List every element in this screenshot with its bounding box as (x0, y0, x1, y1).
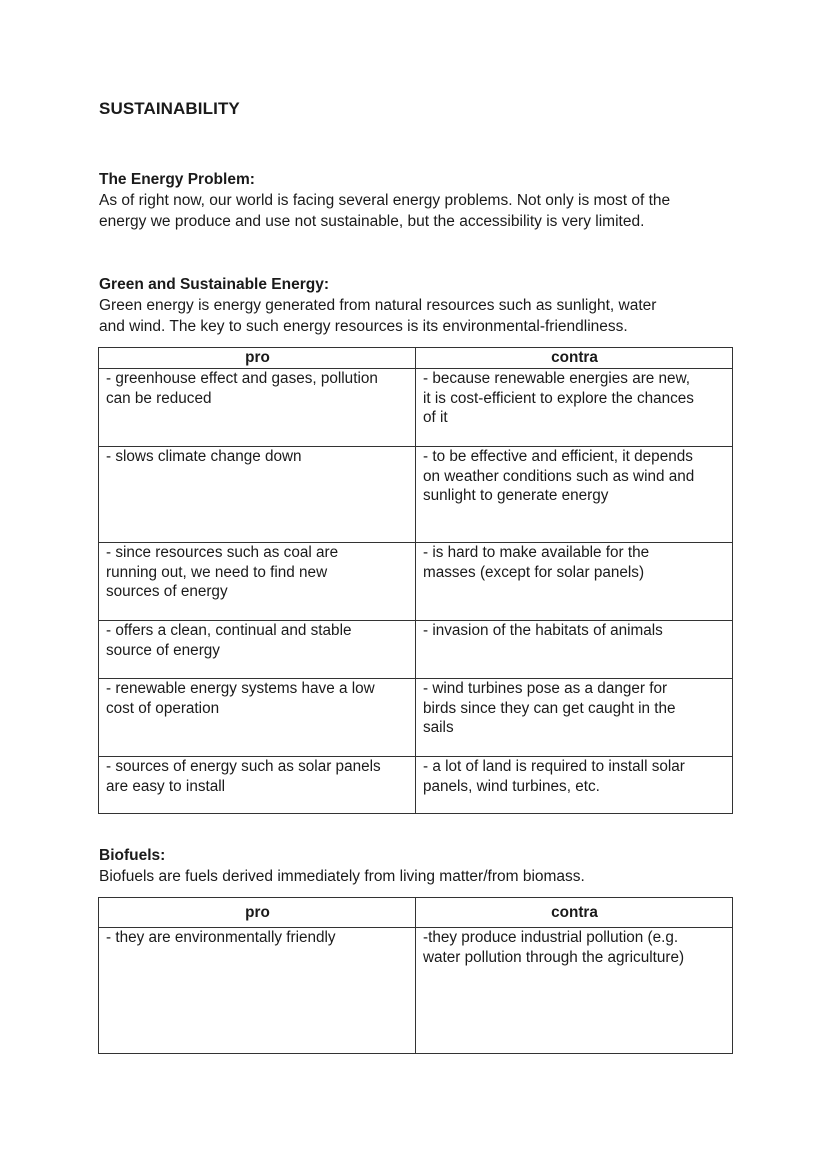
cell-line: - invasion of the habitats of animals (423, 622, 663, 639)
cell-line: - wind turbines pose as a danger for (423, 680, 668, 697)
cell-line: -they produce industrial pollution (e.g. (423, 929, 679, 946)
table-row (99, 543, 733, 621)
contra-cell (416, 369, 733, 447)
cell-line: can be reduced (106, 389, 212, 407)
cell-line: - renewable energy systems have a low (106, 680, 375, 697)
pro-cell (99, 447, 416, 543)
contra-cell (416, 928, 733, 1054)
paragraph-line: Green energy is energy generated from natural resources such as sunlight, water (99, 297, 657, 314)
cell-line: - a lot of land is required to install solar (423, 758, 685, 775)
cell-line: it is cost-efficient to explore the chances (423, 389, 694, 407)
cell-line: - to be effective and efficient, it depends (423, 448, 693, 465)
cell-line: running out, we need to find new (106, 563, 328, 581)
cell-line: - sources of energy such as solar panels (106, 758, 381, 775)
table-row (99, 369, 733, 447)
section-heading: Green and Sustainable Energy: (99, 276, 329, 293)
section-biofuels (99, 845, 739, 887)
pro-cell (99, 369, 416, 447)
document-title: SUSTAINABILITY (99, 99, 240, 118)
table-row (99, 679, 733, 757)
section-heading: The Energy Problem: (99, 171, 255, 188)
green-energy-table (98, 347, 733, 814)
cell-line: cost of operation (106, 699, 220, 717)
cell-line: water pollution through the agriculture) (423, 948, 685, 966)
cell-line: source of energy (106, 641, 220, 659)
contra-cell (416, 679, 733, 757)
section-energy-problem (99, 169, 739, 232)
table-header-row (99, 348, 733, 369)
cell-line: of it (423, 409, 448, 426)
paragraph-line: energy we produce and use not sustainable, but the accessibility is very limited. (99, 213, 645, 230)
contra-cell (416, 757, 733, 814)
pro-cell (99, 679, 416, 757)
cell-line: - offers a clean, continual and stable (106, 622, 352, 639)
paragraph-line: As of right now, our world is facing several energy problems. Not only is most of the (99, 192, 671, 209)
cell-line: on weather conditions such as wind and (423, 467, 695, 485)
table-row (99, 621, 733, 679)
contra-cell (416, 543, 733, 621)
cell-line: panels, wind turbines, etc. (423, 777, 600, 795)
pro-cell (99, 621, 416, 679)
table-row (99, 928, 733, 1054)
cell-line: - is hard to make available for the (423, 544, 650, 561)
biofuels-table (98, 897, 733, 1054)
section-heading: Biofuels: (99, 847, 166, 864)
contra-cell (416, 621, 733, 679)
table-row (99, 447, 733, 543)
cell-line: - they are environmentally friendly (106, 929, 336, 946)
contra-cell (416, 447, 733, 543)
cell-line: sources of energy (106, 583, 228, 600)
cell-line: - slows climate change down (106, 448, 302, 465)
column-header-pro: pro (99, 348, 416, 369)
cell-line: are easy to install (106, 777, 226, 795)
pro-cell (99, 928, 416, 1054)
table-header-row (99, 898, 733, 928)
column-header-pro: pro (99, 898, 416, 928)
cell-line: birds since they can get caught in the (423, 699, 676, 717)
pro-cell (99, 757, 416, 814)
paragraph-line: Biofuels are fuels derived immediately from living matter/from biomass. (99, 868, 585, 885)
cell-line: - since resources such as coal are (106, 544, 339, 561)
paragraph-line: and wind. The key to such energy resources is its environmental-friendliness. (99, 318, 628, 335)
cell-line: - greenhouse effect and gases, pollution (106, 370, 378, 387)
column-header-contra: contra (416, 348, 733, 369)
cell-line: - because renewable energies are new, (423, 370, 691, 387)
table-row (99, 757, 733, 814)
pro-cell (99, 543, 416, 621)
section-green-energy (99, 274, 739, 337)
column-header-contra: contra (416, 898, 733, 928)
cell-line: masses (except for solar panels) (423, 563, 645, 581)
cell-line: sunlight to generate energy (423, 487, 609, 504)
cell-line: sails (423, 719, 454, 736)
